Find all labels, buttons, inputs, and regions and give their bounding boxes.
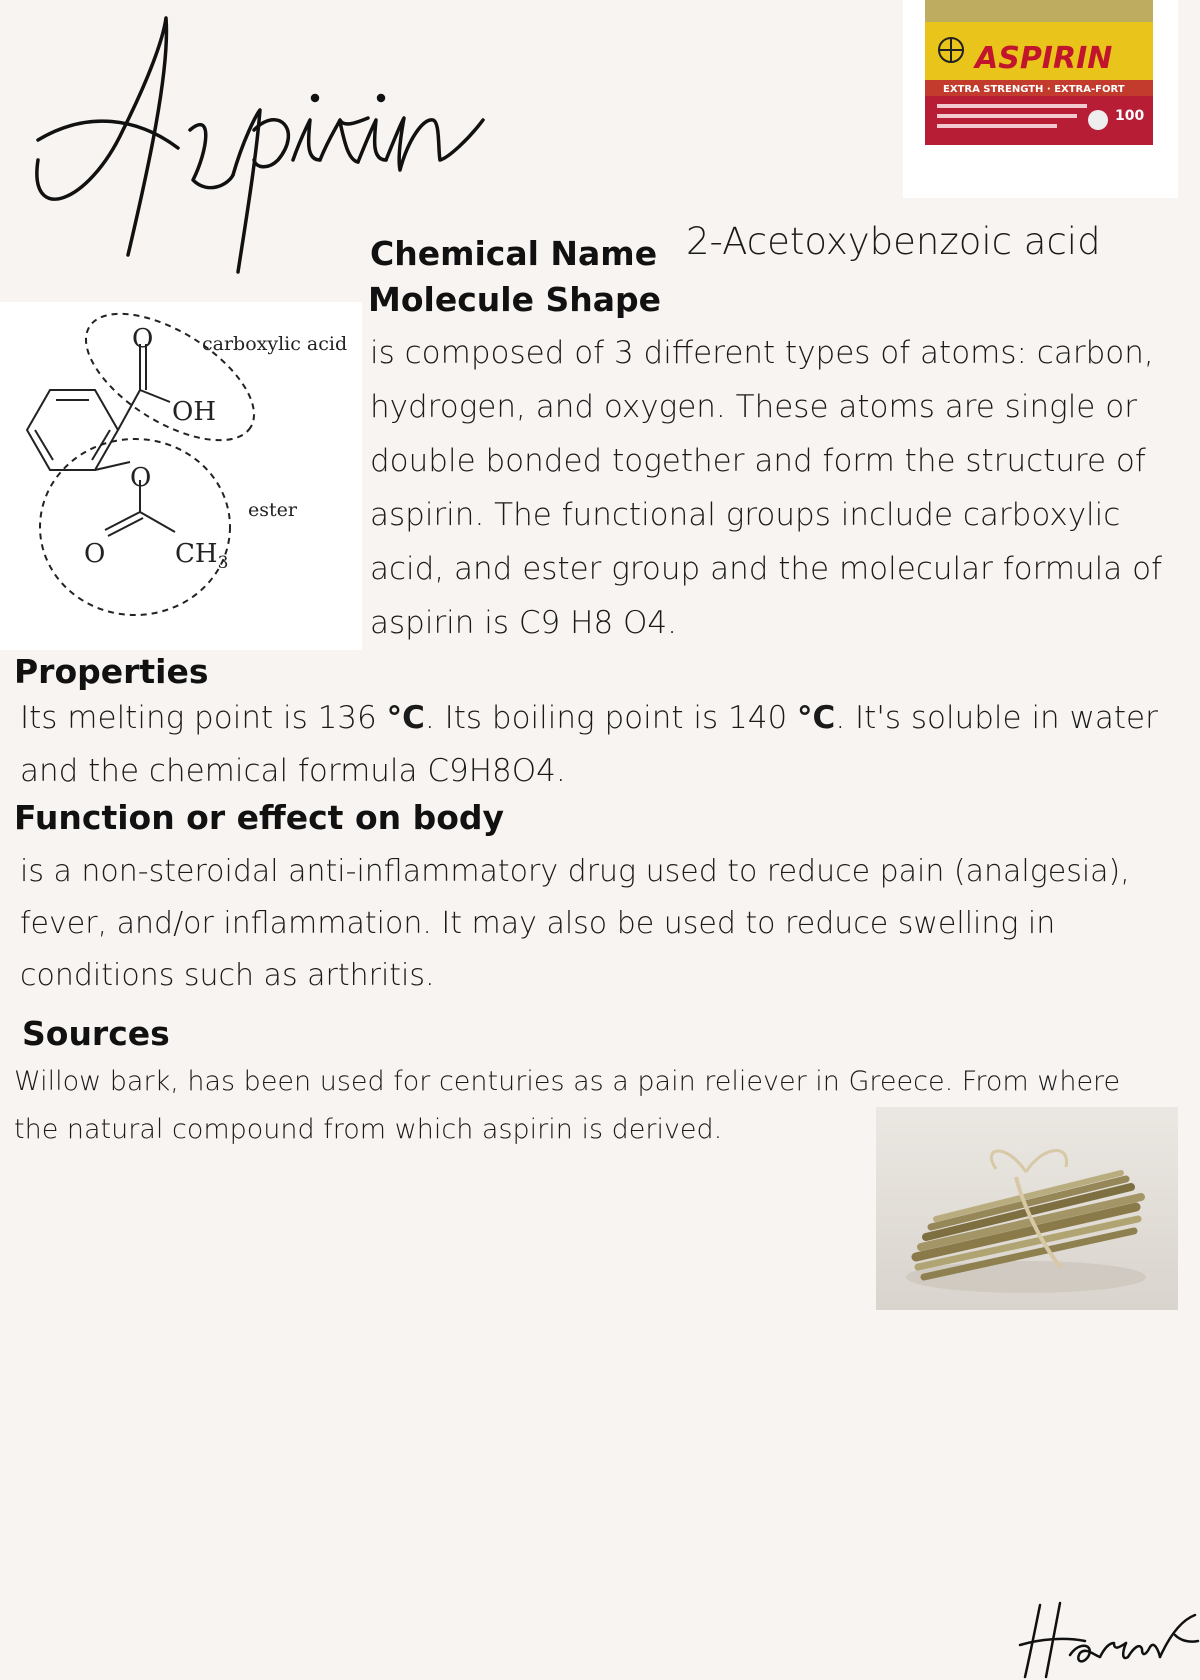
box-subtitle-text: EXTRA STRENGTH · EXTRA-FORT — [943, 84, 1125, 95]
signature — [1010, 1595, 1200, 1680]
function-heading: Function or effect on body — [14, 798, 505, 837]
atom-oh: OH — [172, 397, 216, 427]
atom-o-top: O — [132, 324, 154, 354]
molecule-shape-heading: Molecule Shape — [368, 280, 661, 319]
box-brand-text: ASPIRIN — [975, 41, 1113, 76]
chemical-name-heading: Chemical Name — [370, 234, 658, 273]
aspirin-structure-svg — [0, 302, 362, 650]
willow-bark-image — [876, 1107, 1178, 1310]
molecule-diagram — [0, 302, 362, 650]
properties-text: Its melting point is 136 °C. Its boiling point is 140 °C. It's soluble in water and the chemical formula C9H8O4. — [20, 700, 1158, 789]
box-count-text: 100 — [1115, 108, 1145, 124]
unit-celsius: °C — [386, 700, 425, 736]
label-carboxylic-acid: carboxylic acid — [202, 333, 348, 355]
label-ester: ester — [248, 499, 297, 521]
willow-bark-illustration — [876, 1107, 1178, 1310]
atom-o-carbonyl: O — [84, 539, 106, 569]
atom-ch3: $CH_3$ — [175, 539, 229, 573]
chemical-name-value: 2-Acetoxybenzoic acid — [686, 220, 1101, 263]
sources-text: Willow bark, has been used for centuries as a pain reliever in Greece. From where the natural compound from which aspirin is derived. — [14, 1066, 1121, 1145]
aspirin-box-image — [903, 0, 1178, 198]
sources-heading: Sources — [22, 1014, 170, 1053]
function-text: is a non-steroidal anti-inflammatory drug used to reduce pain (analgesia), fever, and/or inflammation. It may also be used to reduce swelling in conditions such as arthritis. — [20, 854, 1130, 993]
molecule-shape-text: is composed of 3 different types of atoms: carbon, hydrogen, and oxygen. These atoms are single or double bonded together and form the structure of aspirin. The functional groups include carboxylic acid, and ester group and the molecular formula of aspirin is C9 H8 O4. — [370, 335, 1162, 641]
unit-celsius: °C — [797, 700, 836, 736]
properties-heading: Properties — [14, 652, 209, 691]
atom-o-ester: O — [130, 463, 152, 493]
aspirin-box-illustration — [903, 0, 1178, 198]
